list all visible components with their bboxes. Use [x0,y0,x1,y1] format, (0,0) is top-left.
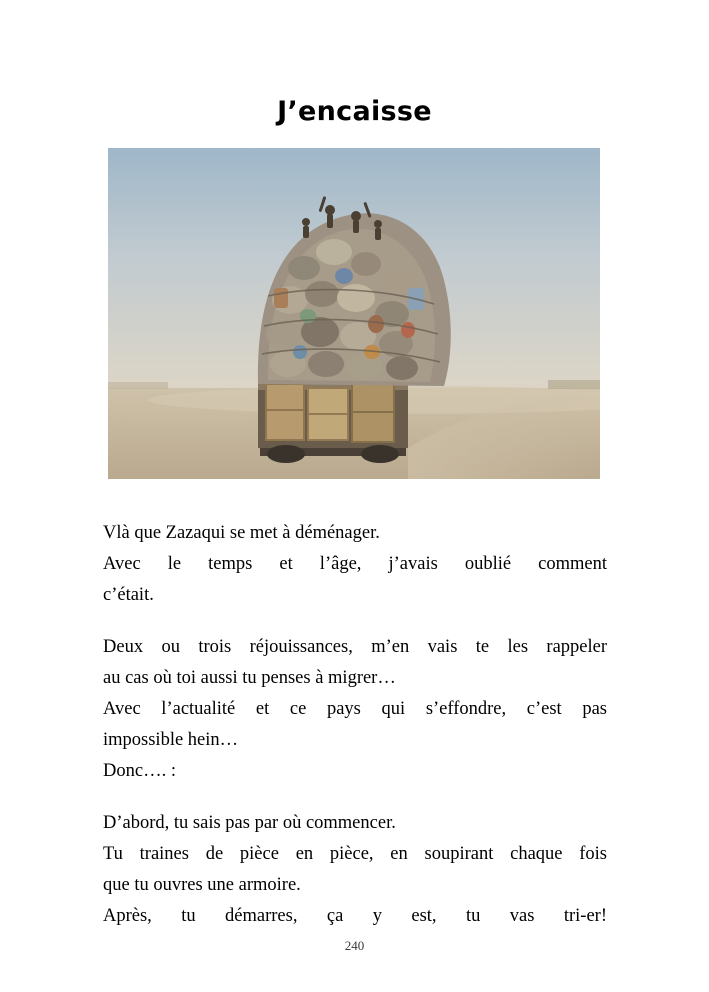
truck-photo-illustration [108,148,600,479]
body-text [103,518,607,932]
text-line: que tu ouvres une armoire. [103,875,301,895]
text-line: Avec l’actualité et ce pays qui s’effondre, c’est pas [103,699,607,719]
text-line: c’était. [103,585,154,605]
text-line: Tu traines de pièce en pièce, en soupirant chaque fois [103,844,607,864]
text-line: impossible hein… [103,730,239,750]
text-line: au cas où toi aussi tu penses à migrer… [103,668,396,688]
text-line: D’abord, tu sais pas par où commencer. [103,813,396,833]
figure-image [108,148,600,479]
page-title: J’encaisse [277,96,432,128]
paragraph [103,518,607,611]
text-line: Vlà que Zazaqui se met à déménager. [103,523,380,543]
paragraph [103,808,607,932]
text-line: Deux ou trois réjouissances, m’en vais te les rappeler [103,637,607,657]
text-line: Donc…. : [103,761,176,781]
text-line: Avec le temps et l’âge, j’avais oublié comment [103,554,607,574]
paragraph [103,632,607,787]
text-line: Après, tu démarres, ça y est, tu vas tri-er! [103,906,607,926]
page-number: 240 [344,938,365,953]
